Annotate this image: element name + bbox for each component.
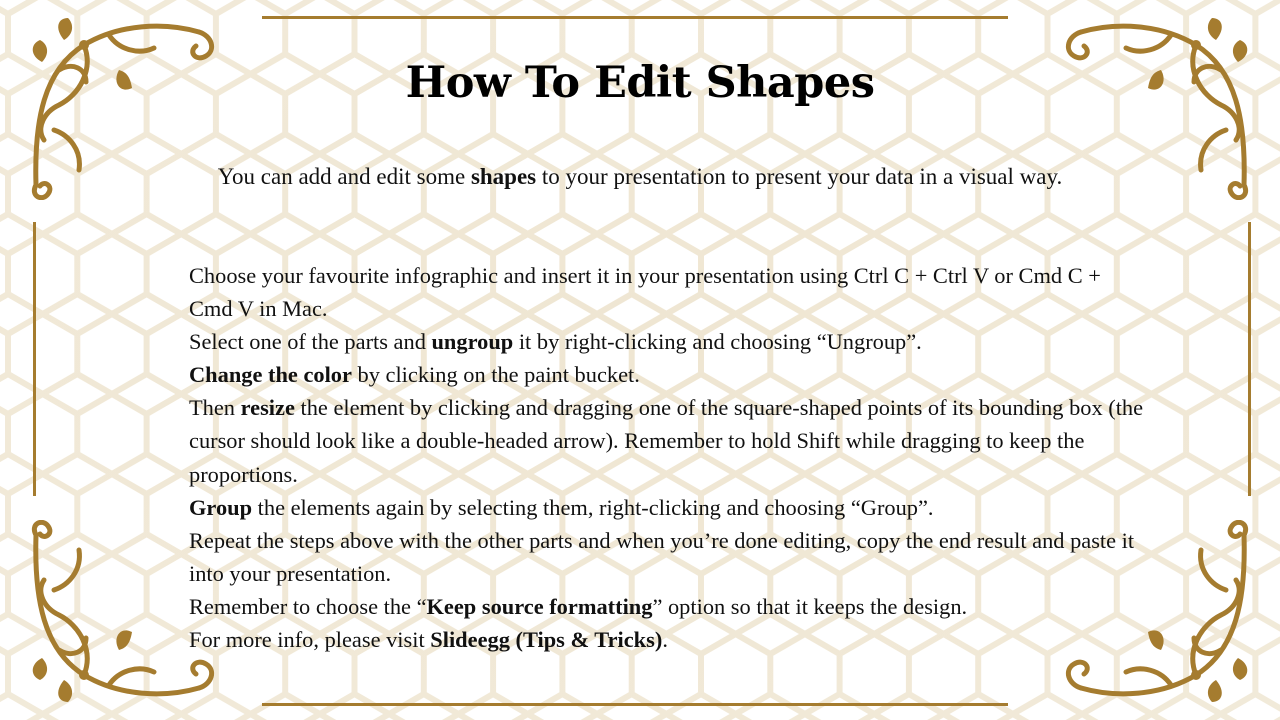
slide-title: How To Edit Shapes — [405, 58, 875, 108]
step-1-text: Choose your favourite infographic and insert it in your presentation using Ctrl C + Ctrl V or Cmd C + Cmd V in Mac. — [189, 263, 1101, 322]
step-2-text-start: Select one of the parts and — [189, 329, 432, 355]
step-2-bold: ungroup — [431, 329, 514, 355]
step-8 — [189, 623, 1149, 656]
step-4-bold: resize — [240, 395, 295, 421]
step-5-bold: Group — [189, 494, 253, 520]
frame-bottom-line — [262, 703, 1008, 706]
step-5-text-end: the elements again by selecting them, right-clicking and choosing “Group”. — [252, 494, 934, 520]
step-8-text-start: For more info, please visit — [189, 627, 431, 653]
step-4 — [189, 391, 1149, 490]
step-6 — [189, 524, 1149, 590]
step-7-text-end: ” option so that it keeps the design. — [652, 593, 968, 619]
step-7-bold: Keep source formatting — [426, 593, 653, 619]
frame-top-line — [262, 16, 1008, 19]
step-2-text-end: it by right-clicking and choosing “Ungroup”. — [513, 329, 922, 355]
step-3-bold: Change the color — [189, 362, 352, 388]
step-4-text-start: Then — [189, 395, 241, 421]
step-2 — [189, 325, 1149, 358]
intro-text-end: to your presentation to present your data in a visual way. — [536, 164, 1063, 189]
frame-left-line — [33, 222, 36, 496]
step-8-bold: Slideegg (Tips & Tricks) — [430, 627, 663, 653]
step-1 — [189, 259, 1149, 325]
step-4-text-end: the element by clicking and dragging one of the square-shaped points of its bounding box (the cursor should look like a double-headed arrow). Remember to hold Shift while dragging to keep the proportions. — [189, 395, 1144, 487]
intro-bold-shapes: shapes — [470, 164, 537, 189]
frame-right-line — [1248, 222, 1251, 496]
instruction-list — [189, 259, 1149, 656]
step-6-text: Repeat the steps above with the other parts and when you’re done editing, copy the end result and paste it into your presentation. — [189, 527, 1135, 586]
step-7 — [189, 590, 1149, 623]
step-5 — [189, 491, 1149, 524]
step-7-text-start: Remember to choose the “ — [189, 593, 427, 619]
intro-text-start: You can add and edit some — [217, 164, 471, 189]
step-3 — [189, 358, 1149, 391]
intro-text — [100, 160, 1180, 193]
step-3-text-end: by clicking on the paint bucket. — [351, 362, 640, 388]
step-8-text-end: . — [662, 627, 668, 653]
